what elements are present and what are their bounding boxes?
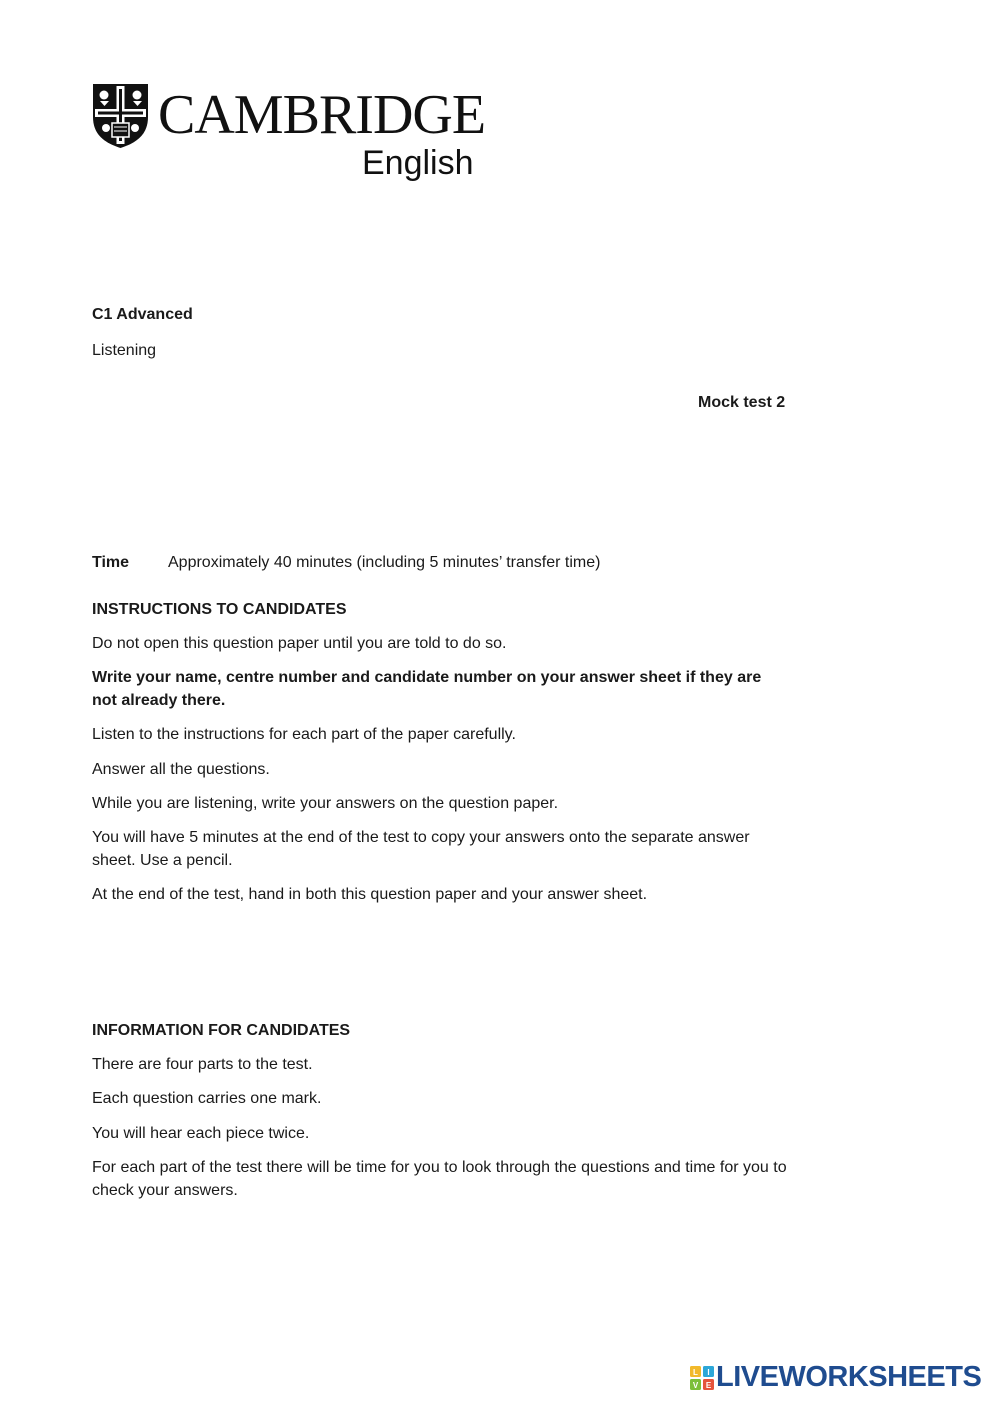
information-item: For each part of the test there will be time for you to look through the questions and time for you to check your answers. xyxy=(92,1159,787,1199)
information-item: You will hear each piece twice. xyxy=(92,1125,310,1142)
instruction-item: Answer all the questions. xyxy=(92,761,270,778)
badge-letter: V xyxy=(692,1381,699,1390)
information-heading: INFORMATION FOR CANDIDATES xyxy=(92,1022,351,1039)
badge-letter: I xyxy=(707,1368,710,1377)
badge-letter: L xyxy=(693,1368,698,1377)
mock-test-label: Mock test 2 xyxy=(698,394,786,411)
time-label: Time xyxy=(92,554,130,571)
badge-letter: E xyxy=(705,1381,712,1390)
brand-subtitle: English xyxy=(362,144,474,182)
cambridge-english-logo xyxy=(92,83,492,188)
instruction-item: You will have 5 minutes at the end of the test to copy your answers onto the separate answer sheet. Use a pencil. xyxy=(92,829,750,869)
time-value: Approximately 40 minutes (including 5 minutes’ transfer time) xyxy=(168,554,601,571)
exam-level: C1 Advanced xyxy=(92,306,193,323)
liveworksheets-badge-icon xyxy=(690,1366,714,1390)
information-item: There are four parts to the test. xyxy=(92,1056,313,1073)
instruction-item: While you are listening, write your answers on the question paper. xyxy=(92,795,559,812)
instruction-item: Listen to the instructions for each part of the paper carefully. xyxy=(92,726,516,743)
information-item: Each question carries one mark. xyxy=(92,1090,322,1107)
instructions-heading: INSTRUCTIONS TO CANDIDATES xyxy=(92,601,347,618)
instruction-item: At the end of the test, hand in both this question paper and your answer sheet. xyxy=(92,886,648,903)
brand-wordmark: CAMBRIDGE xyxy=(158,84,486,146)
exam-paper: Listening xyxy=(92,342,157,359)
instruction-item: Write your name, centre number and candidate number on your answer sheet if they are not already there. xyxy=(92,669,762,709)
instruction-item: Do not open this question paper until you are told to do so. xyxy=(92,635,507,652)
university-crest-icon xyxy=(92,83,149,149)
liveworksheets-watermark xyxy=(690,1360,990,1394)
liveworksheets-wordmark: LIVEWORKSHEETS xyxy=(716,1361,982,1393)
